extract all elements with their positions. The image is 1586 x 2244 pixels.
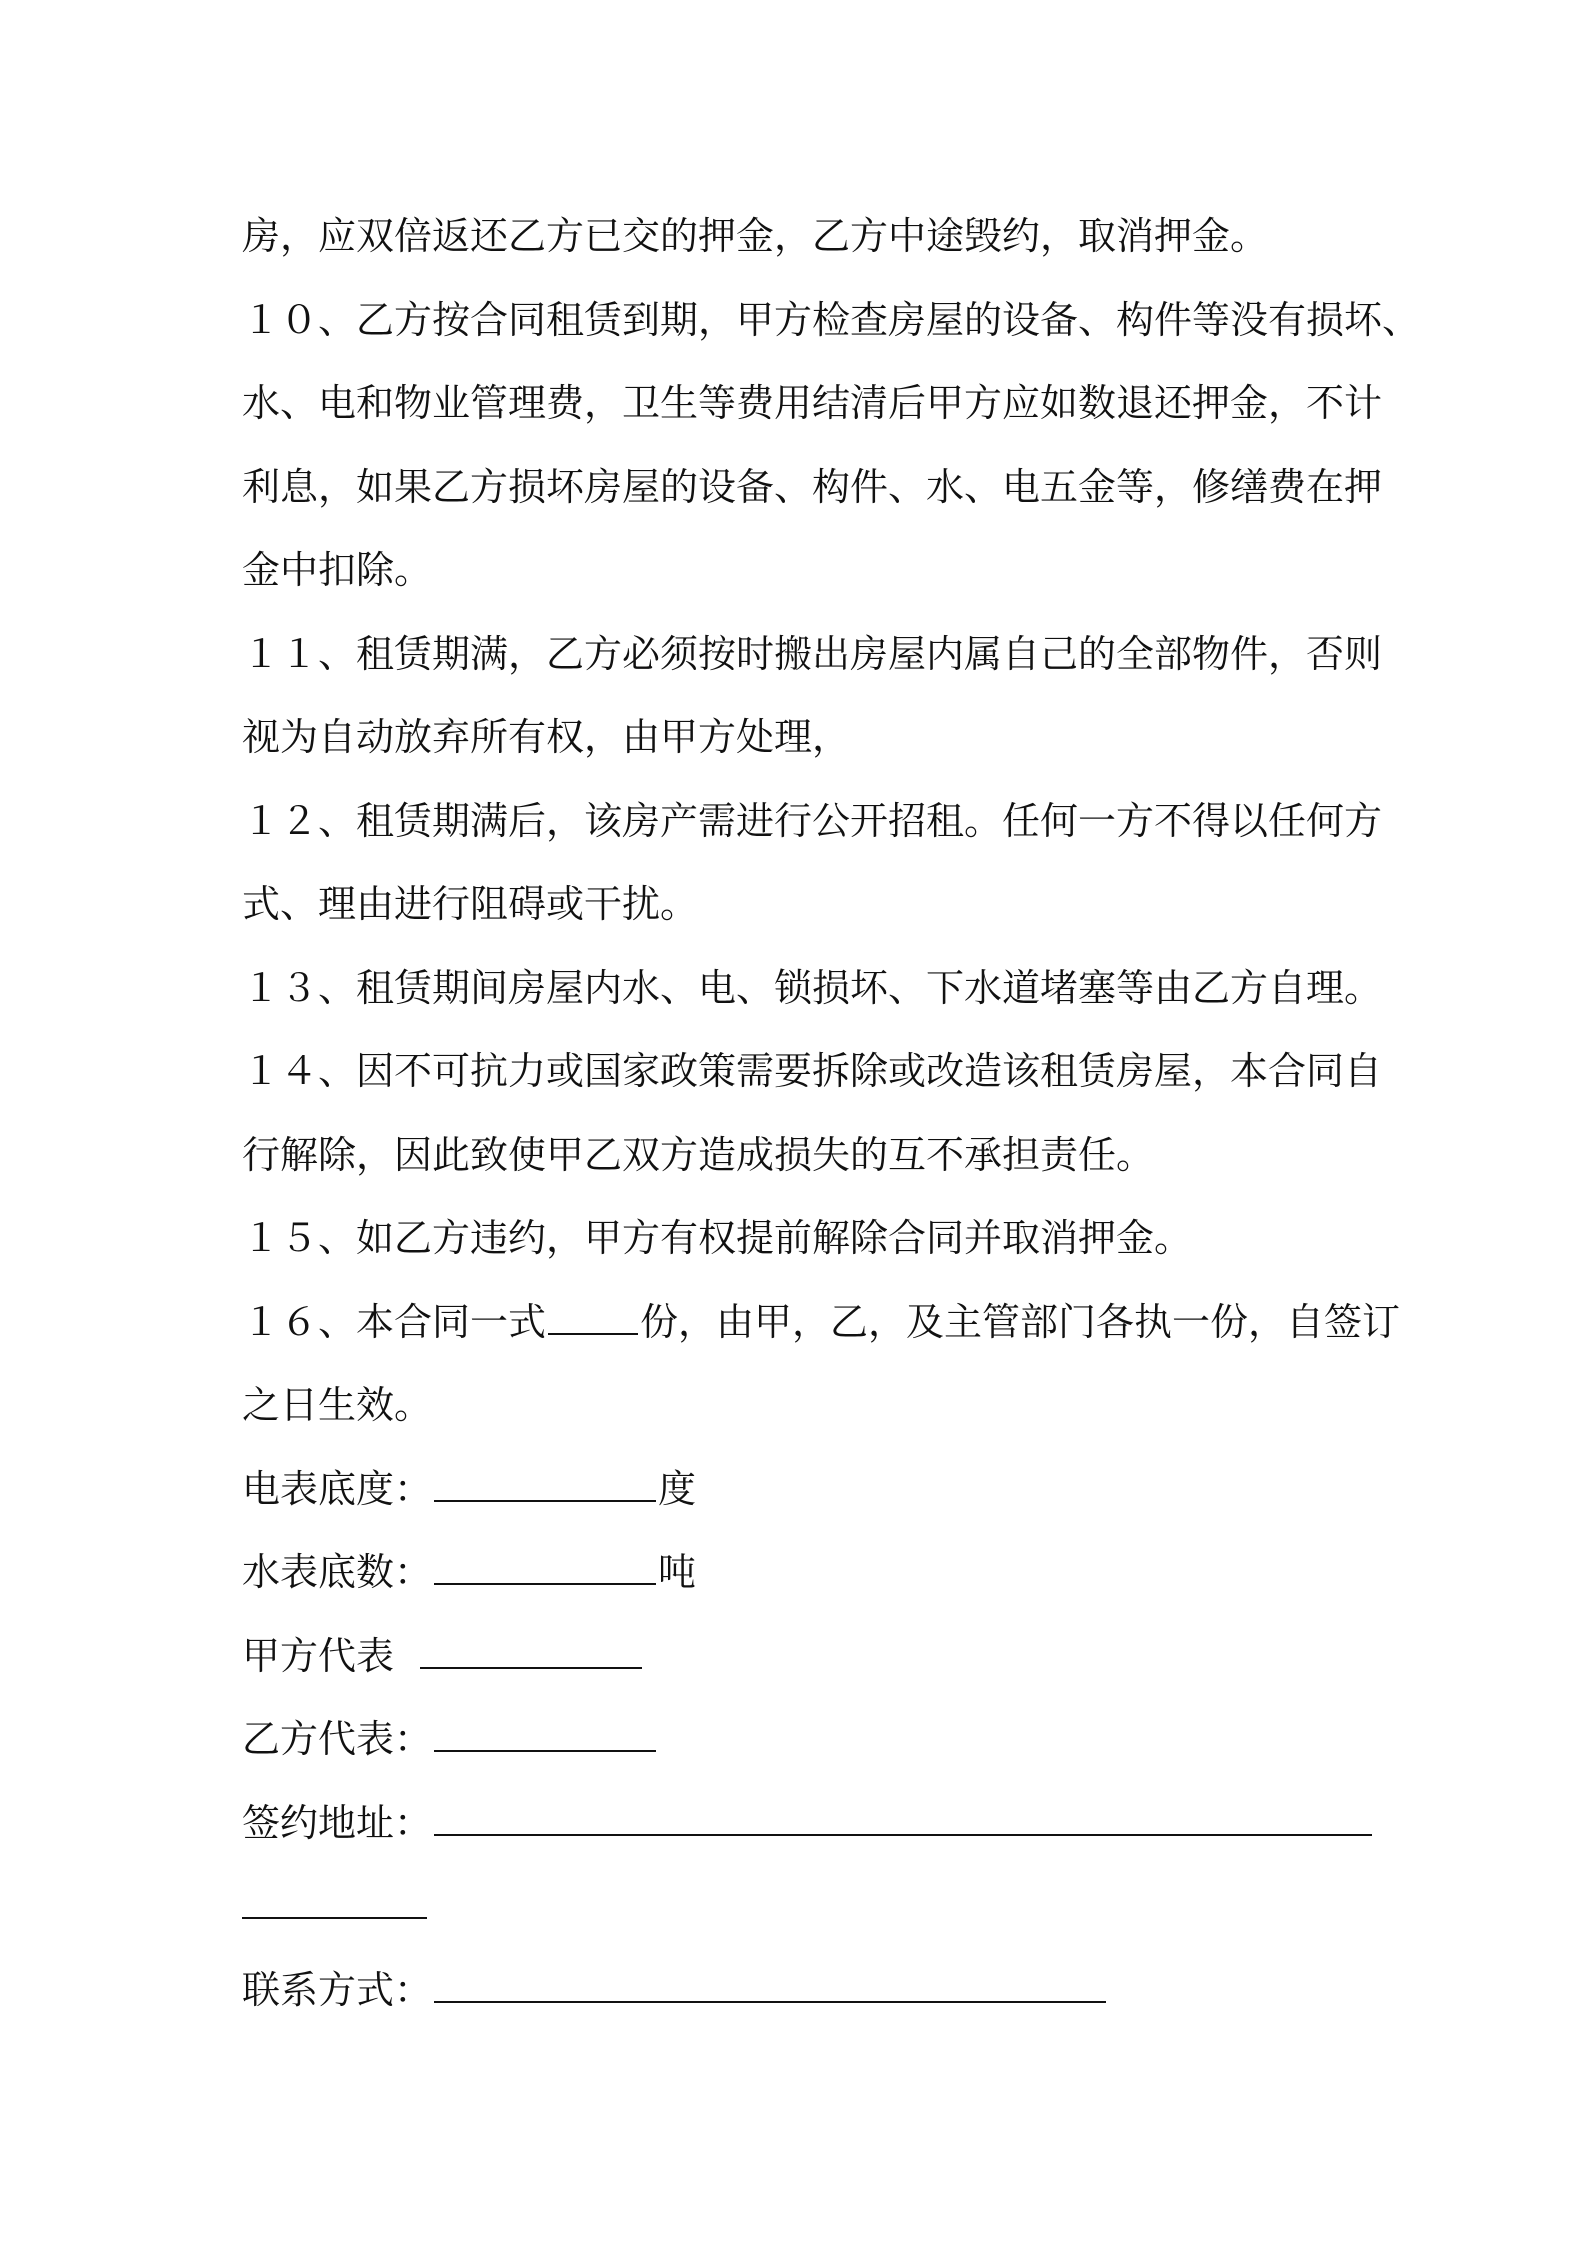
clause-10-line-1: １０、乙方按合同租赁到期，甲方检查房屋的设备、构件等没有损坏、 — [242, 297, 1421, 342]
contact-label: 联系方式： — [242, 1967, 433, 2012]
contact-row — [242, 1949, 1357, 2033]
clause-16-after: 份，由甲，乙，及主管部门各执一份，自签订 — [640, 1299, 1401, 1344]
copies-count-blank[interactable] — [548, 1299, 638, 1335]
clause-11-line-1: １１、租赁期满，乙方必须按时搬出房屋内属自己的全部物件，否则 — [242, 631, 1383, 676]
clause-14-line-2: 行解除，因此致使甲乙双方造成损失的互不承担责任。 — [242, 1132, 1155, 1177]
water-meter-unit: 吨 — [658, 1550, 697, 1594]
clause-16-before: １６、本合同一式 — [242, 1299, 547, 1344]
clause-13: １３、租赁期间房屋内水、电、锁损坏、下水道堵塞等由乙方自理。 — [242, 965, 1383, 1010]
clause-10-line-4: 金中扣除。 — [242, 548, 433, 592]
party-b-blank[interactable] — [434, 1716, 656, 1752]
clause-12-line-1: １２、租赁期满后，该房产需进行公开招租。任何一方不得以任何方 — [242, 798, 1383, 843]
clause-12-line-2: 式、理由进行阻碍或干扰。 — [242, 882, 699, 926]
clause-10-line-3: 利息，如果乙方损坏房屋的设备、构件、水、电五金等，修缮费在押 — [242, 464, 1383, 509]
address-row — [242, 1782, 1357, 1866]
party-a-label: 甲方代表 — [242, 1633, 395, 1678]
contract-page — [242, 195, 1421, 2032]
water-meter-blank[interactable] — [434, 1549, 656, 1585]
clause-10-line-2: 水、电和物业管理费，卫生等费用结清后甲方应如数退还押金，不计 — [242, 381, 1383, 425]
address-continuation-blank[interactable] — [242, 1883, 427, 1919]
address-blank[interactable] — [434, 1800, 1372, 1836]
party-b-label: 乙方代表： — [242, 1717, 433, 1761]
electric-meter-row — [242, 1448, 1357, 1532]
water-meter-label: 水表底数： — [242, 1550, 433, 1594]
clause-11-line-2: 视为自动放弃所有权，由甲方处理， — [242, 715, 851, 759]
clause-16-line-2: 之日生效。 — [242, 1383, 433, 1427]
water-meter-row — [242, 1531, 1357, 1615]
address-continuation-row — [242, 1865, 1357, 1949]
party-a-row — [242, 1615, 1357, 1699]
address-label: 签约地址： — [242, 1800, 433, 1845]
paragraph-line: 房，应双倍返还乙方已交的押金，乙方中途毁约，取消押金。 — [242, 214, 1269, 258]
electric-meter-label: 电表底度： — [242, 1466, 433, 1511]
party-a-blank[interactable] — [420, 1633, 642, 1669]
clause-15: １５、如乙方违约，甲方有权提前解除合同并取消押金。 — [242, 1216, 1193, 1260]
electric-meter-unit: 度 — [658, 1466, 697, 1511]
clause-14-line-1: １４、因不可抗力或国家政策需要拆除或改造该租赁房屋，本合同自 — [242, 1049, 1383, 1093]
electric-meter-blank[interactable] — [434, 1466, 656, 1502]
clause-16-line-1 — [242, 1281, 1401, 1365]
party-b-row — [242, 1698, 1357, 1782]
contact-blank[interactable] — [434, 1967, 1106, 2003]
